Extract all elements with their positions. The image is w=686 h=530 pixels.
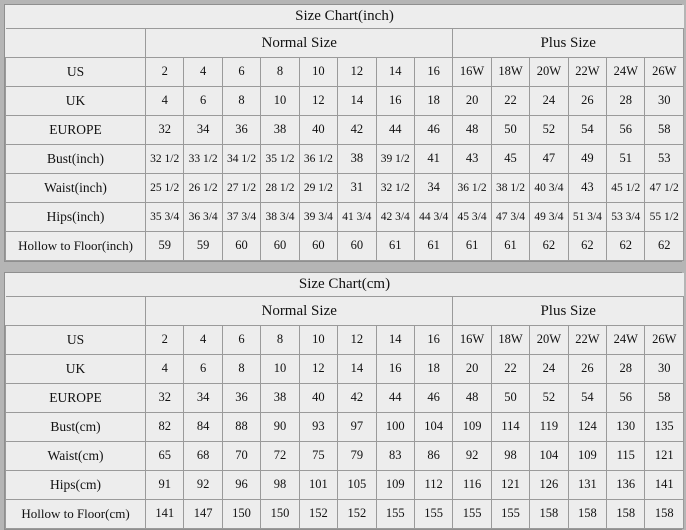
cell-value: 36 3/4 — [184, 203, 222, 232]
table-row — [6, 203, 684, 232]
cell-value: 48 — [453, 116, 491, 145]
cell-value: 52 — [530, 116, 568, 145]
cell-value: 40 — [299, 384, 337, 413]
chart-title: Size Chart(inch) — [6, 5, 684, 29]
cell-value: 65 — [146, 442, 184, 471]
table-row — [6, 500, 684, 529]
cell-value: 62 — [568, 232, 606, 261]
cell-value: 101 — [299, 471, 337, 500]
table-row — [6, 355, 684, 384]
cell-value: 49 — [568, 145, 606, 174]
cell-value: 75 — [299, 442, 337, 471]
cell-value: 53 — [645, 145, 683, 174]
cell-value: 8 — [261, 326, 299, 355]
cell-value: 97 — [338, 413, 376, 442]
cell-value: 42 3/4 — [376, 203, 414, 232]
cell-value: 112 — [414, 471, 452, 500]
cell-value: 41 — [414, 145, 452, 174]
cell-value: 46 — [414, 116, 452, 145]
cell-value: 131 — [568, 471, 606, 500]
cell-value: 34 — [414, 174, 452, 203]
cell-value: 61 — [491, 232, 529, 261]
cell-value: 24 — [530, 87, 568, 116]
table-row — [6, 384, 684, 413]
cell-value: 60 — [222, 232, 260, 261]
corner-cell — [6, 297, 146, 326]
cell-value: 84 — [184, 413, 222, 442]
cell-value: 30 — [645, 355, 683, 384]
cell-value: 45 3/4 — [453, 203, 491, 232]
cell-value: 35 1/2 — [261, 145, 299, 174]
cell-value: 60 — [338, 232, 376, 261]
cell-value: 135 — [645, 413, 683, 442]
cell-value: 28 — [607, 355, 645, 384]
cell-value: 40 3/4 — [530, 174, 568, 203]
row-label: Waist(cm) — [6, 442, 146, 471]
cell-value: 121 — [491, 471, 529, 500]
cell-value: 51 3/4 — [568, 203, 606, 232]
cell-value: 10 — [299, 326, 337, 355]
cell-value: 24W — [607, 326, 645, 355]
cell-value: 6 — [184, 355, 222, 384]
cell-value: 61 — [453, 232, 491, 261]
row-label: Waist(inch) — [6, 174, 146, 203]
cell-value: 4 — [184, 58, 222, 87]
cell-value: 79 — [338, 442, 376, 471]
cell-value: 18W — [491, 326, 529, 355]
cell-value: 141 — [146, 500, 184, 529]
cell-value: 86 — [414, 442, 452, 471]
corner-cell — [6, 29, 146, 58]
row-label: Hollow to Floor(cm) — [6, 500, 146, 529]
cell-value: 147 — [184, 500, 222, 529]
chart-title: Size Chart(cm) — [6, 273, 684, 297]
cell-value: 56 — [607, 384, 645, 413]
cell-value: 68 — [184, 442, 222, 471]
cell-value: 6 — [184, 87, 222, 116]
cell-value: 109 — [568, 442, 606, 471]
cell-value: 109 — [453, 413, 491, 442]
cell-value: 18W — [491, 58, 529, 87]
table-row — [6, 174, 684, 203]
cell-value: 91 — [146, 471, 184, 500]
cell-value: 40 — [299, 116, 337, 145]
cell-value: 25 1/2 — [146, 174, 184, 203]
cell-value: 59 — [146, 232, 184, 261]
cell-value: 18 — [414, 87, 452, 116]
title-row — [6, 273, 684, 297]
cell-value: 8 — [261, 58, 299, 87]
table-row — [6, 145, 684, 174]
cell-value: 70 — [222, 442, 260, 471]
cell-value: 38 — [261, 116, 299, 145]
cell-value: 28 1/2 — [261, 174, 299, 203]
cell-value: 90 — [261, 413, 299, 442]
cell-value: 24W — [607, 58, 645, 87]
cell-value: 14 — [338, 355, 376, 384]
cell-value: 12 — [299, 355, 337, 384]
cell-value: 60 — [299, 232, 337, 261]
cell-value: 38 1/2 — [491, 174, 529, 203]
cell-value: 58 — [645, 116, 683, 145]
cell-value: 10 — [299, 58, 337, 87]
cell-value: 16W — [453, 326, 491, 355]
cell-value: 50 — [491, 384, 529, 413]
cell-value: 16 — [414, 326, 452, 355]
size-chart-inch-block — [4, 4, 682, 262]
cell-value: 126 — [530, 471, 568, 500]
cell-value: 26 — [568, 87, 606, 116]
cell-value: 8 — [222, 87, 260, 116]
cell-value: 53 3/4 — [607, 203, 645, 232]
cell-value: 38 3/4 — [261, 203, 299, 232]
cell-value: 121 — [645, 442, 683, 471]
cell-value: 4 — [146, 87, 184, 116]
cell-value: 152 — [299, 500, 337, 529]
cell-value: 2 — [146, 58, 184, 87]
cell-value: 150 — [261, 500, 299, 529]
cell-value: 93 — [299, 413, 337, 442]
cell-value: 54 — [568, 116, 606, 145]
cell-value: 52 — [530, 384, 568, 413]
cell-value: 119 — [530, 413, 568, 442]
group-header-row — [6, 29, 684, 58]
cell-value: 6 — [222, 58, 260, 87]
cell-value: 44 3/4 — [414, 203, 452, 232]
cell-value: 14 — [376, 326, 414, 355]
cell-value: 39 3/4 — [299, 203, 337, 232]
row-label: UK — [6, 355, 146, 384]
cell-value: 136 — [607, 471, 645, 500]
cell-value: 26W — [645, 58, 683, 87]
cell-value: 62 — [530, 232, 568, 261]
cell-value: 124 — [568, 413, 606, 442]
cell-value: 30 — [645, 87, 683, 116]
table-row — [6, 413, 684, 442]
cell-value: 155 — [491, 500, 529, 529]
cell-value: 24 — [530, 355, 568, 384]
cell-value: 12 — [299, 87, 337, 116]
cell-value: 45 — [491, 145, 529, 174]
row-label: US — [6, 58, 146, 87]
cell-value: 72 — [261, 442, 299, 471]
row-label: Hips(cm) — [6, 471, 146, 500]
cell-value: 4 — [184, 326, 222, 355]
cell-value: 16 — [376, 355, 414, 384]
cell-value: 20 — [453, 87, 491, 116]
cell-value: 35 3/4 — [146, 203, 184, 232]
cell-value: 26W — [645, 326, 683, 355]
group-header-normal-size: Normal Size — [146, 29, 453, 58]
cell-value: 96 — [222, 471, 260, 500]
cell-value: 10 — [261, 87, 299, 116]
cell-value: 22 — [491, 355, 529, 384]
cell-value: 62 — [607, 232, 645, 261]
cell-value: 62 — [645, 232, 683, 261]
group-header-plus-size: Plus Size — [453, 29, 684, 58]
cell-value: 8 — [222, 355, 260, 384]
cell-value: 45 1/2 — [607, 174, 645, 203]
table-row — [6, 87, 684, 116]
cell-value: 39 1/2 — [376, 145, 414, 174]
cell-value: 32 — [146, 116, 184, 145]
cell-value: 12 — [338, 58, 376, 87]
cell-value: 158 — [530, 500, 568, 529]
cell-value: 51 — [607, 145, 645, 174]
cell-value: 44 — [376, 384, 414, 413]
cell-value: 16 — [414, 58, 452, 87]
cell-value: 105 — [338, 471, 376, 500]
cell-value: 14 — [376, 58, 414, 87]
cell-value: 16 — [376, 87, 414, 116]
title-row — [6, 5, 684, 29]
cell-value: 34 — [184, 116, 222, 145]
row-label: UK — [6, 87, 146, 116]
cell-value: 58 — [645, 384, 683, 413]
row-label: EUROPE — [6, 384, 146, 413]
cell-value: 115 — [607, 442, 645, 471]
cell-value: 31 — [338, 174, 376, 203]
cell-value: 36 1/2 — [453, 174, 491, 203]
cell-value: 22W — [568, 58, 606, 87]
table-row — [6, 116, 684, 145]
cell-value: 34 — [184, 384, 222, 413]
cell-value: 158 — [568, 500, 606, 529]
cell-value: 32 1/2 — [146, 145, 184, 174]
cell-value: 42 — [338, 384, 376, 413]
cell-value: 92 — [453, 442, 491, 471]
cell-value: 98 — [491, 442, 529, 471]
table-row — [6, 232, 684, 261]
cell-value: 98 — [261, 471, 299, 500]
table-row — [6, 442, 684, 471]
cell-value: 55 1/2 — [645, 203, 683, 232]
row-label: EUROPE — [6, 116, 146, 145]
cell-value: 22W — [568, 326, 606, 355]
cell-value: 50 — [491, 116, 529, 145]
cell-value: 152 — [338, 500, 376, 529]
cell-value: 60 — [261, 232, 299, 261]
cell-value: 33 1/2 — [184, 145, 222, 174]
cell-value: 104 — [414, 413, 452, 442]
cell-value: 100 — [376, 413, 414, 442]
cell-value: 59 — [184, 232, 222, 261]
cell-value: 41 3/4 — [338, 203, 376, 232]
cell-value: 16W — [453, 58, 491, 87]
cell-value: 36 1/2 — [299, 145, 337, 174]
cell-value: 10 — [261, 355, 299, 384]
cell-value: 20W — [530, 326, 568, 355]
cell-value: 12 — [338, 326, 376, 355]
cell-value: 150 — [222, 500, 260, 529]
cell-value: 38 — [338, 145, 376, 174]
cell-value: 43 — [568, 174, 606, 203]
cell-value: 14 — [338, 87, 376, 116]
cell-value: 48 — [453, 384, 491, 413]
cell-value: 22 — [491, 87, 529, 116]
cell-value: 20 — [453, 355, 491, 384]
table-row — [6, 471, 684, 500]
cell-value: 47 3/4 — [491, 203, 529, 232]
cell-value: 32 1/2 — [376, 174, 414, 203]
cell-value: 83 — [376, 442, 414, 471]
cell-value: 26 1/2 — [184, 174, 222, 203]
cell-value: 158 — [645, 500, 683, 529]
row-label: Bust(cm) — [6, 413, 146, 442]
cell-value: 43 — [453, 145, 491, 174]
row-label: US — [6, 326, 146, 355]
cell-value: 109 — [376, 471, 414, 500]
cell-value: 29 1/2 — [299, 174, 337, 203]
cell-value: 44 — [376, 116, 414, 145]
row-label: Bust(inch) — [6, 145, 146, 174]
cell-value: 130 — [607, 413, 645, 442]
cell-value: 27 1/2 — [222, 174, 260, 203]
cell-value: 104 — [530, 442, 568, 471]
cell-value: 46 — [414, 384, 452, 413]
cell-value: 141 — [645, 471, 683, 500]
cell-value: 155 — [453, 500, 491, 529]
cell-value: 88 — [222, 413, 260, 442]
group-header-plus-size: Plus Size — [453, 297, 684, 326]
size-chart-table — [5, 273, 684, 529]
row-label: Hollow to Floor(inch) — [6, 232, 146, 261]
size-chart-cm-block — [4, 272, 682, 530]
cell-value: 61 — [414, 232, 452, 261]
cell-value: 42 — [338, 116, 376, 145]
cell-value: 47 1/2 — [645, 174, 683, 203]
cell-value: 158 — [607, 500, 645, 529]
cell-value: 36 — [222, 116, 260, 145]
cell-value: 155 — [414, 500, 452, 529]
cell-value: 47 — [530, 145, 568, 174]
cell-value: 34 1/2 — [222, 145, 260, 174]
cell-value: 82 — [146, 413, 184, 442]
table-row — [6, 58, 684, 87]
cell-value: 28 — [607, 87, 645, 116]
table-row — [6, 326, 684, 355]
row-label: Hips(inch) — [6, 203, 146, 232]
group-header-row — [6, 297, 684, 326]
cell-value: 37 3/4 — [222, 203, 260, 232]
cell-value: 38 — [261, 384, 299, 413]
cell-value: 116 — [453, 471, 491, 500]
cell-value: 92 — [184, 471, 222, 500]
cell-value: 18 — [414, 355, 452, 384]
cell-value: 26 — [568, 355, 606, 384]
cell-value: 4 — [146, 355, 184, 384]
group-header-normal-size: Normal Size — [146, 297, 453, 326]
cell-value: 49 3/4 — [530, 203, 568, 232]
cell-value: 54 — [568, 384, 606, 413]
size-chart-table — [5, 5, 684, 261]
cell-value: 6 — [222, 326, 260, 355]
cell-value: 56 — [607, 116, 645, 145]
cell-value: 36 — [222, 384, 260, 413]
cell-value: 114 — [491, 413, 529, 442]
cell-value: 32 — [146, 384, 184, 413]
cell-value: 155 — [376, 500, 414, 529]
cell-value: 20W — [530, 58, 568, 87]
cell-value: 2 — [146, 326, 184, 355]
cell-value: 61 — [376, 232, 414, 261]
